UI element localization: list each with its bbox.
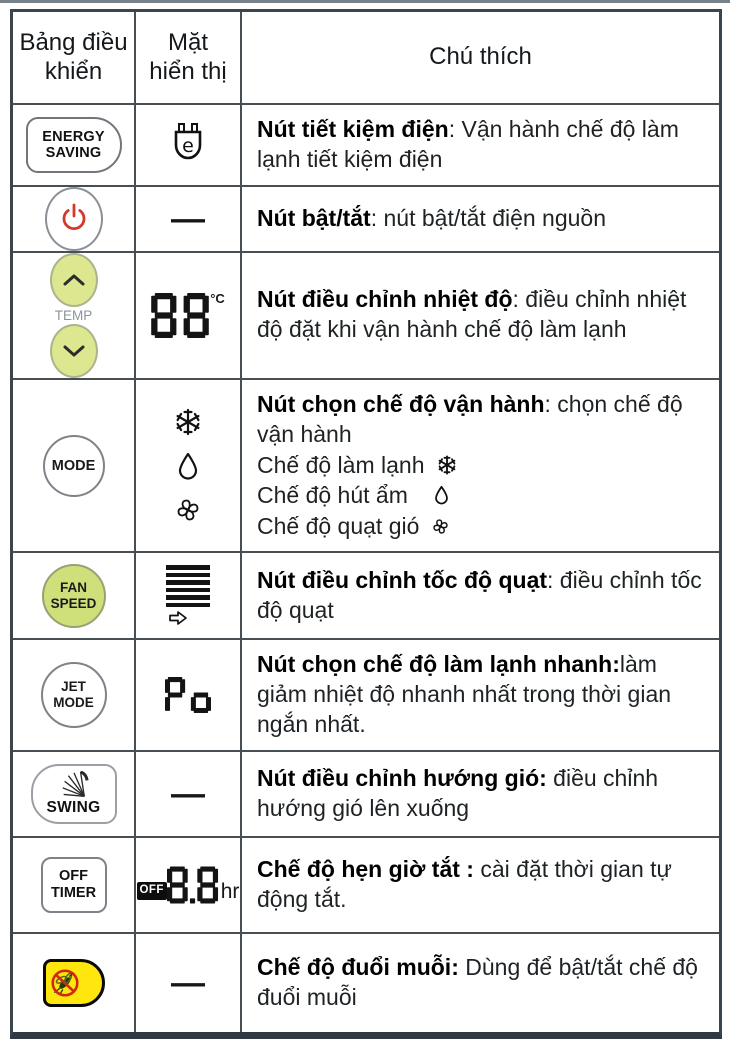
energy-saving-button <box>26 117 122 173</box>
page-top-rule <box>0 0 730 3</box>
control-cell <box>13 380 136 552</box>
right-arrow-icon <box>167 610 189 626</box>
hours-unit: hr <box>220 879 240 903</box>
temperature-display <box>151 290 225 338</box>
chevron-down-icon <box>61 344 87 358</box>
display-cell <box>136 838 242 932</box>
no-mosquito-icon <box>49 967 81 999</box>
display-cell <box>136 253 242 378</box>
note-text: Chế độ hẹn giờ tắt : cài đặt thời gian tự động tắt. <box>257 856 672 912</box>
note-cell <box>242 752 719 836</box>
control-cell <box>13 934 136 1032</box>
mode-line-cool: Chế độ làm lạnh <box>257 450 709 481</box>
note-text: Nút chọn chế độ vận hành: chọn chế độ vận hành Chế độ làm lạnh Chế độ hút ẩm Chế độ quạt gió <box>257 390 709 542</box>
mode-label: MODE <box>51 457 96 474</box>
note-cell <box>242 253 719 378</box>
control-cell <box>13 187 136 251</box>
note-cell <box>242 105 719 185</box>
note-text: Nút chọn chế độ làm lạnh nhanh:làm giảm nhiệt độ nhanh nhất trong thời gian ngắn nhất. <box>257 651 672 738</box>
control-cell <box>13 838 136 932</box>
note-cell <box>242 640 719 750</box>
jet-mode-label-2: MODE <box>53 695 94 711</box>
swing-button <box>31 764 117 824</box>
display-cell <box>136 187 242 251</box>
svg-text:e: e <box>182 134 194 157</box>
chevron-up-icon <box>61 273 87 287</box>
snowflake-icon <box>174 408 202 436</box>
mosquito-away-button <box>43 959 105 1007</box>
display-cell <box>136 752 242 836</box>
jet-mode-button <box>41 662 107 728</box>
note-cell <box>242 187 719 251</box>
off-badge: OFF <box>137 882 167 900</box>
e-energy-plug-icon <box>170 123 206 167</box>
row-power <box>13 185 719 251</box>
note-cell <box>242 380 719 552</box>
mode-line-fan: Chế độ quạt gió <box>257 511 709 542</box>
row-mosquito-away <box>13 932 719 1032</box>
temp-down-button <box>50 324 98 378</box>
row-off-timer <box>13 836 719 932</box>
fan-icon <box>174 496 202 524</box>
display-cell <box>136 934 242 1032</box>
droplet-icon <box>434 485 449 505</box>
control-cell <box>13 253 136 378</box>
fan-icon <box>431 517 450 536</box>
row-swing <box>13 750 719 836</box>
header-control-panel: Bảng điều khiển <box>13 12 136 103</box>
temp-up-button <box>50 253 98 307</box>
dash: — <box>171 963 205 1002</box>
temp-button-group <box>50 253 98 378</box>
swing-label: SWING <box>46 798 101 816</box>
off-timer-label-1: OFF <box>59 868 88 885</box>
note-text: Nút bật/tắt: nút bật/tắt điện nguồn <box>257 204 607 231</box>
jet-mode-label-1: JET <box>61 678 86 694</box>
mode-line-dry: Chế độ hút ẩm <box>257 480 709 511</box>
control-cell <box>13 752 136 836</box>
header-display: Mặt hiển thị <box>136 12 242 103</box>
note-text: Nút điều chỉnh hướng gió: điều chỉnh hướng gió lên xuống <box>257 765 659 821</box>
power-icon <box>59 202 89 236</box>
dash: — <box>171 774 205 813</box>
energy-saving-label-1: ENERGY <box>42 128 105 145</box>
power-button <box>45 187 103 251</box>
note-text: Nút điều chỉnh nhiệt độ: điều chỉnh nhiệt độ đặt khi vận hành chế độ làm lạnh <box>257 286 687 343</box>
mode-display-icons <box>174 396 202 536</box>
display-cell <box>136 640 242 750</box>
seven-segment-88 <box>151 293 209 338</box>
display-cell <box>136 553 242 638</box>
control-cell <box>13 105 136 185</box>
snowflake-icon <box>437 455 457 475</box>
table-header-row <box>13 12 719 103</box>
off-timer-display <box>137 866 240 904</box>
note-cell <box>242 553 719 638</box>
temp-label: TEMP <box>54 307 93 323</box>
off-timer-label-2: TIMER <box>50 884 97 901</box>
fan-speed-button <box>42 564 106 628</box>
row-jet-mode <box>13 638 719 750</box>
row-mode <box>13 378 719 552</box>
swing-louver-icon <box>55 771 93 801</box>
mode-button <box>43 435 105 497</box>
control-cell <box>13 640 136 750</box>
energy-saving-label-2: SAVING <box>45 144 102 161</box>
row-energy-saving <box>13 103 719 185</box>
fan-speed-label-2: SPEED <box>50 595 97 611</box>
celsius-unit: °C <box>210 290 225 306</box>
dash: — <box>171 199 205 238</box>
note-text: Chế độ đuổi muỗi: Dùng để bật/tắt chế độ đuổi muỗi <box>257 954 698 1010</box>
note-cell <box>242 934 719 1032</box>
control-cell <box>13 553 136 638</box>
row-fan-speed <box>13 551 719 638</box>
header-note: Chú thích <box>429 43 532 71</box>
off-timer-button <box>41 857 107 913</box>
row-temperature <box>13 251 719 378</box>
remote-guide-table <box>10 9 722 1039</box>
seven-segment-po <box>165 675 211 715</box>
fan-speed-label-1: FAN <box>60 580 87 596</box>
droplet-icon <box>177 452 199 480</box>
note-text: Nút điều chỉnh tốc độ quạt: điều chỉnh tốc độ quạt <box>257 566 702 623</box>
note-cell <box>242 838 719 932</box>
display-cell <box>136 380 242 552</box>
note-text: Nút tiết kiệm điện: Vận hành chế độ làm lạnh tiết kiệm điện <box>257 116 679 172</box>
fan-speed-display <box>166 565 210 626</box>
fan-speed-bars-icon <box>166 565 210 607</box>
seven-segment-8point8 <box>167 866 221 904</box>
display-cell <box>136 105 242 185</box>
